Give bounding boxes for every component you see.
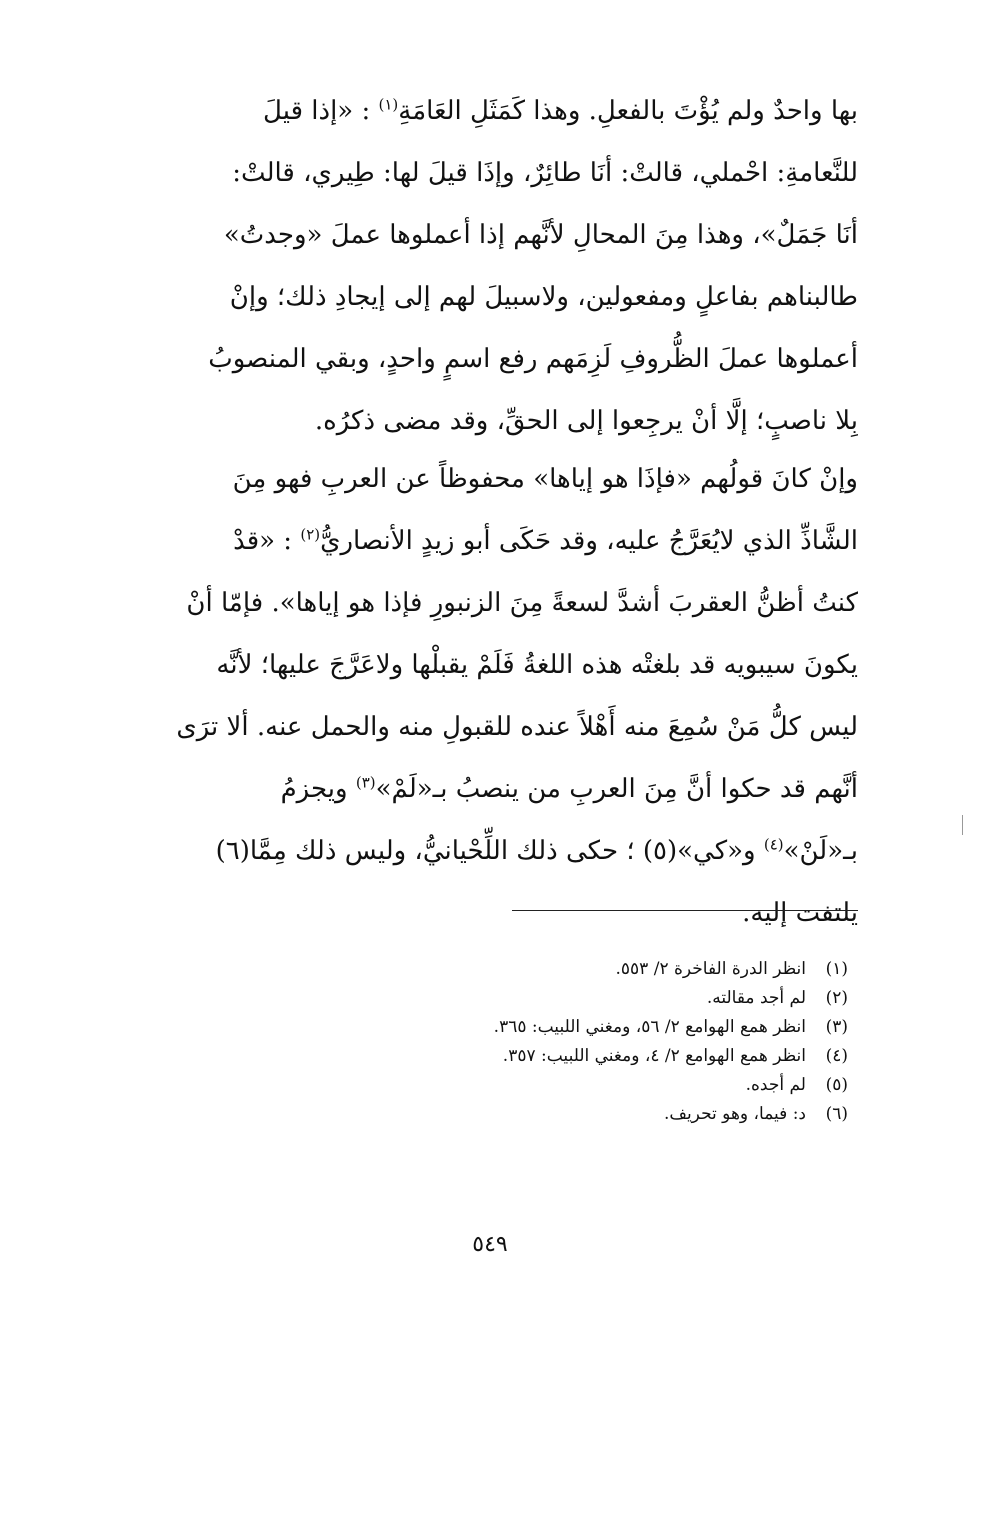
footnote-number: (٣) [825,1017,848,1037]
text-segment: ليس كلُّ مَنْ سُمِعَ منه أَهْلاً عنده للقبولِ منه والحمل عنه. ألا ترَى [176,712,858,742]
footnote-number: (٥) [825,1075,848,1095]
footnote-text: انظر الدرة الفاخرة ٢/ ٥٥٣. [615,959,806,979]
text-segment: وإنْ كانَ قولُهم «فإذَا هو إياها» محفوظاً عن العربِ فهو مِنَ [232,464,858,494]
footnote-number: (١) [825,959,848,979]
text-segment: يكونَ سيبويه قد بلغتْه هذه اللغةُ فَلَمْ يقبلْها ولاعَرَّجَ عليها؛ لأنَّه [216,650,858,680]
text-line [150,390,858,452]
text-line [150,820,858,882]
text-segment: يلتفت إليه. [742,898,858,928]
text-line [150,204,858,266]
footnote-number: (٤) [825,1046,848,1066]
text-line [150,266,858,328]
text-segment: : «قدْ [233,526,301,556]
footnote-item [300,1100,848,1129]
text-line [150,882,858,944]
footnote-text: انظر همع الهوامع ٢/ ٥٦، ومغني اللبيب: ٣٦٥. [493,1017,806,1037]
footnote-text: لم أجده. [745,1075,806,1095]
footnote-number: (٢) [825,988,848,1008]
footnotes-list [300,955,848,1129]
text-line [150,80,858,142]
text-segment: للنَّعامةِ: احْملي، قالتْ: أنَا طائِرٌ، وإذَا قيلَ لها: طِيري، قالتْ: [232,158,858,188]
text-line [150,572,858,634]
footnote-item [300,955,848,984]
text-segment: بها واحدٌ ولم يُؤْتَ بالفعلِ. وهذا كَمَثَلِ العَامَةِ [398,96,858,126]
footnote-text: لم أجد مقالته. [706,988,806,1008]
text-line [150,448,858,510]
footnote-item [300,1071,848,1100]
text-segment: و«كي»(٥) ؛ حكى ذلك اللِّحْيانيُّ، وليس ذلك مِمَّا(٦) [215,836,764,866]
margin-mark [962,815,963,835]
paragraph-2 [150,448,858,944]
text-segment: أعملوها عملَ الظُّروفِ لَزِمَهم رفع اسمٍ واحدٍ، وبقي المنصوبُ [208,344,858,374]
text-segment: : «إذا قيلَ [263,96,379,126]
text-line [150,142,858,204]
text-line [150,758,858,820]
footnote-text: انظر همع الهوامع ٢/ ٤، ومغني اللبيب: ٣٥٧. [502,1046,806,1066]
text-line [150,328,858,390]
page-number: ٥٤٩ [472,1232,508,1257]
text-segment: طالبناهم بفاعلٍ ومفعولين، ولاسبيلَ لهم إلى إيجادِ ذلك؛ وإنْ [229,282,858,312]
footnote-reference: (٣) [355,773,376,792]
text-segment: أنَّهم قد حكوا أنَّ مِنَ العربِ من ينصبُ بـ«لَمْ» [375,774,858,804]
text-segment: كنتُ أظنُّ العقربَ أشدَّ لسعةً مِنَ الزنبورِ فإذا هو إياها». فإمّا أنْ [186,588,858,618]
footnote-divider [512,910,858,911]
footnote-item [300,1042,848,1071]
footnote-item [300,984,848,1013]
text-line [150,510,858,572]
text-segment: بِلا ناصبٍ؛ إلَّا أنْ يرجِعوا إلى الحقِّ، وقد مضى ذكرُه. [314,406,858,436]
text-segment: أنَا جَمَلٌ»، وهذا مِنَ المحالِ لأنَّهم إذا أعملوها عملَ «وجدتُ» [223,220,858,250]
text-segment: الشَّاذِّ الذي لايُعَرَّجُ عليه، وقد حَكَى أبو زيدٍ الأنصاريُّ [320,526,858,556]
footnote-reference: (١) [378,95,399,114]
footnote-text: د: فيما، وهو تحريف. [663,1104,806,1124]
text-line [150,696,858,758]
text-line [150,634,858,696]
footnote-number: (٦) [825,1104,848,1124]
paragraph-1 [150,80,858,452]
footnote-item [300,1013,848,1042]
text-segment: ويجزمُ [280,774,356,804]
text-segment: بـ«لَنْ» [783,836,858,866]
footnote-reference: (٤) [763,835,784,854]
footnote-reference: (٢) [300,525,321,544]
